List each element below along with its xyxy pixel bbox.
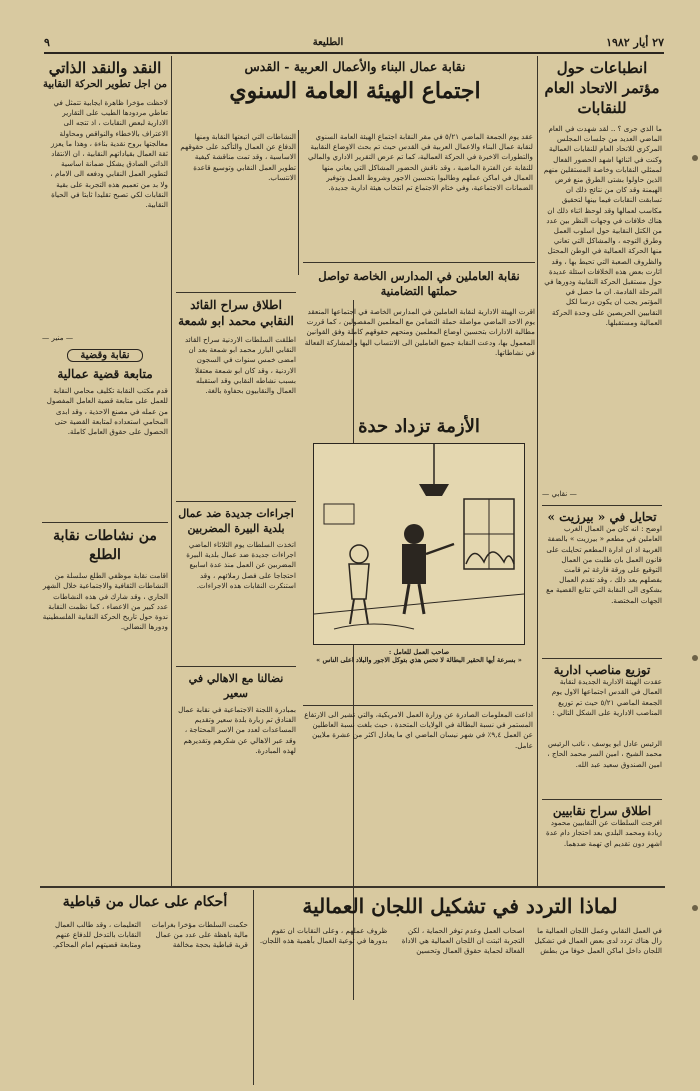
banner-body: عقد يوم الجمعة الماضي ٥/٢١ في مقر النقابة اجتماع الهيئة العامة السنوي لنقابة عمال البناء والاعمال العربية في القدس حيث تم بحث الاوضاع النقابية والتطورات الاخيرة في الحركة العمالية، كما تم عرض التقرير الاداري والمالي للنقابة عن الفترة الماضية ، وقد ناقش الحضور المشاكل التي يعاني منها العمال في اماكن عملهم وطالبوا بتحسين الاجور وشروط العمل وتوفير الضمانات الاجتماعية، وفي ختام الاجتماع تم انتخاب هيئة ادارية جديدة. [308, 132, 533, 193]
cartoon-caption-speaker: صاحب العمل للعامل : [388, 648, 450, 656]
issue-date: ٢٧ أيار ١٩٨٢ [606, 35, 664, 49]
column-right [542, 58, 662, 884]
subarticle-body: اقرت الهيئة الادارية لنقابة العاملين في المدارس الخاصة في اجتماعها المنعقد يوم الاحد الماضي مواصلة حملة التضامن مع المعلمين المفصولين ، كما قررت مطالبة الادارات بتحسين اوضاع المعلمين ومنحهم حقوقهم كاملة وفق القوانين المعمول بها، ودعت النقابة جميع العاملين الى الانتساب اليها والمشاركة الفعالة في نشاطاتها. [304, 307, 535, 357]
column-center-left [176, 132, 296, 884]
article-signature: — منير — [42, 333, 74, 342]
column-rule [253, 890, 254, 1085]
banner-title: اجتماع الهيئة العامة السنوي [229, 78, 481, 104]
subarticle-body: اوضح : انه كان من العمال الغرب العاملين في مطعم « بيرزيت » بالضفة الغربية اذ ان ادارة المطعم تحايلت على قانون العمل بان طلبت من العمال التوقيع على ورقة فارغة ثم قامت بفصلهم بعد ذلك ، وقد تقدم العمال بشكوى الى النقابة التي تتابع القضية مع الجهات المختصة. [546, 524, 662, 605]
article-title: انطباعات حول مؤتمر الاتحاد العام للنقابات [544, 59, 660, 117]
cartoon-drawing [314, 444, 524, 642]
article-title: أحكام على عمال من قباطية [62, 894, 228, 910]
column-rule [298, 130, 299, 275]
section-tag: نقابة وقضية [67, 349, 143, 362]
subarticle-body: اتخذت السلطات يوم الثلاثاء الماضي اجراءات جديدة ضد عمال بلدية البيرة المضربين عن العمل منذ عدة اسابيع احتجاجا على فصل زملائهم ، وقد استنكرت النقابات هذه الاجراءات. [186, 540, 296, 590]
article-title: لماذا التردد في تشكيل اللجان العمالية [302, 894, 618, 918]
article-body: النشاطات التي اتبعتها النقابة ومنها الدفاع عن العمال والتأكيد على حقوقهم الاساسية ، وقد تمت مناقشة كيفية تطوير العمل النقابي وتوسيع قاعدة الانتساب. [180, 132, 296, 182]
subarticle-title: تحايل في « بيرزيت » [542, 505, 662, 524]
subarticle-body: عقدت الهيئة الادارية الجديدة لنقابة العمال في القدس اجتماعها الاول يوم الجمعة الماضي ٥/٢١ حيث تم توزيع المناصب الادارية على الشكل التالي : [551, 677, 662, 717]
subarticle-title: نضالنا مع الاهالي في سعير [188, 672, 284, 700]
subarticle-title: اطلاق سراح القائد النقابي محمد ابو شمعة [178, 298, 294, 328]
column-rule [171, 56, 172, 886]
press-article-body: اذاعت المعلومات الصادرة عن وزارة العمل الامريكية، والتي تشير الى الارتفاع المستمر في نسبة البطالة في الولايات المتحدة ، حيث بلغت نسبة العاطلين عن العمل ٩,٤٪ في شهر نيسان الماضي اي ما يعادل اكثر من عشرة ملايين عامل. [303, 705, 533, 888]
subarticle-title: اجراءات جديدة ضد عمال بلدية البيرة المضربين [178, 507, 294, 535]
banner-article [176, 58, 534, 130]
subarticle-title: توزيع مناصب ادارية [542, 658, 662, 677]
cartoon-caption: « بسرعة أيها الحقير البطالة لا تحس هذي بتوكل الاجور والبلاد اعلى الناس » [316, 656, 522, 664]
article-body: لاحظت مؤخرا ظاهرة ايجابية تتمثل في تعاطي مردودها الطيب على التقارير الادارية لبعض النقابات ، اذ تتجه الى الاعتراف بالاخطاء والنواقص ومحاولة معالجتها بروح نقدية بناءة ، وهذا ما يعزز ثقة العمال بقياداتهم النقابية ، ان الانتقاد الذاتي الصادق يشكل ضمانة اساسية لتطوير العمل النقابي ودفعه الى الامام ، ولا بد من تعميم هذه التجربة على بقية النقابات لكي تصبح تقليدا ثابتا في الحياة النقابية. [50, 98, 168, 210]
article-signature: — نقابي — [542, 489, 577, 498]
subarticle-title: نقابة العاملين في المدارس الخاصة تواصل حملتها التضامنية [318, 269, 520, 298]
article-body: حكمت السلطات مؤخرا بغرامات مالية باهظة على عدد من عمال قرية قباطية بحجة مخالفة التعليمات ، وقد طالب العمال النقابات بالتدخل للدفاع عنهم ومتابعة قضيتهم امام المحاكم. [52, 920, 248, 950]
page-number: ٩ [44, 35, 50, 49]
publication-name: الطليعة [312, 36, 344, 48]
cartoon-image [313, 443, 525, 645]
subarticle-title: اطلاق سراح نقابيين [542, 799, 662, 818]
subarticle-body: قدم مكتب النقابة تكليف محامي النقابة للعمل على متابعة قضية العامل المفصول من عمله في مصنع الاحذية ، وقد ابدى المحامي استعداده لمتابعة القضية حتى الحصول على حقوق العامل كاملة. [46, 386, 168, 437]
article-body: في العمل النقابي وعمل اللجان العمالية ما زال هناك تردد لدى بعض العمال في تشكيل اللجان داخل اماكن العمل خوفا من بطش اصحاب العمل وعدم توفر الحماية ، لكن التجربة اثبتت ان اللجان العمالية هي الاداة الفعالة لحماية حقوق العمال وتحسين ظروف عملهم ، وعلى النقابات ان تقوم بدورها في توعية العمال بأهمية هذه اللجان. [259, 926, 662, 956]
bottom-article-left [42, 892, 248, 1082]
punch-hole [692, 655, 698, 661]
punch-hole [692, 155, 698, 161]
subarticle-title: متابعة قضية عمالية [57, 367, 153, 382]
article-body: ما الذي جرى ؟ .. لقد شهدت في العام الماضي العديد من جلسات المجلس المركزي للاتحاد العام للنقابات العمالية وكنت في اثنائها اشهد الحضور الفعال لممثلي النقابات وخاصة المستقلين منهم الذين حاولوا بشتى الطرق منع فرض الهيمنة وقد كان من نتائج ذلك ان تسابقت النقابات فيما بينها لتحقيق مكاسب لعمالها وقد لوحظ اثناء ذلك ان هناك خلافات في وجهات النظر بين عدد من الكتل النقابية حول اسلوب العمل وطرق التوجه ، والمشاكل التي تعاني منها الحركة العمالية في الوطن المحتل والظروف الصعبة التي تحيط بها ، وقد اثارت بعض هذه الخلافات اسئلة عديدة حول مستقبل الحركة النقابية ودورها في المرحلة القادمة. ان ما حصل في المؤتمر يجب ان يكون درسا لكل النقابيين الحريصين على وحدة الحركة العمالية ومستقبلها. [543, 124, 662, 327]
subarticle-title: من نشاطات نقابة الطلع [53, 528, 157, 564]
subarticle-body: اطلقت السلطات الاردنية سراح القائد النقابي البارز محمد ابو شمعة بعد ان امضى خمس سنوات في السجون الاردنية ، وقد كان ابو شمعة معتقلا بسبب نشاطه النقابي وقد استقبله العمال والنقابيون بحفاوة بالغة. [185, 335, 296, 396]
subarticle [303, 262, 535, 413]
cartoon-block [303, 415, 535, 700]
column-left [42, 58, 168, 884]
banner-kicker: نقابة عمال البناء والأعمال العربية - القدس [244, 59, 466, 74]
article-title: النقد والنقد الذاتي [48, 59, 162, 77]
column-rule [537, 56, 538, 886]
cartoon-title: الأزمة تزداد حدة [358, 416, 480, 437]
punch-hole [692, 905, 698, 911]
page-header [44, 32, 664, 54]
subarticle-body: بمبادرة اللجنة الاجتماعية في نقابة عمال الفنادق تم زيارة بلدة سعير وتقديم المساعدات لعدد من الاسر المحتاجة ، وقد عبر الاهالي عن شكرهم وتقديرهم لهذه المبادرة. [178, 705, 296, 755]
bottom-article-right [258, 892, 662, 1082]
subarticle-body: اقامت نقابة موظفي الطلع سلسلة من النشاطات الثقافية والاجتماعية خلال الشهر الجاري ، وقد شارك في هذه النشاطات عدد كبير من الاعضاء ، كما نظمت النقابة ندوة حول تاريخ الحركة النقابية الفلسطينية ودورها النضالي. [42, 571, 168, 632]
subarticle-body: افرجت السلطات عن النقابيين محمود زيادة ومحمد البلدي بعد احتجاز دام عدة اشهر دون تقديم اي تهمة ضدهما. [546, 818, 662, 848]
subarticle-list: الرئيس عادل ابو يوسف ، نائب الرئيس محمد الشيخ ، امين السر محمد الحاج ، امين الصندوق سعيد عبد الله. [547, 739, 662, 769]
article-subtitle: من اجل تطوير الحركة النقابية [43, 79, 167, 90]
